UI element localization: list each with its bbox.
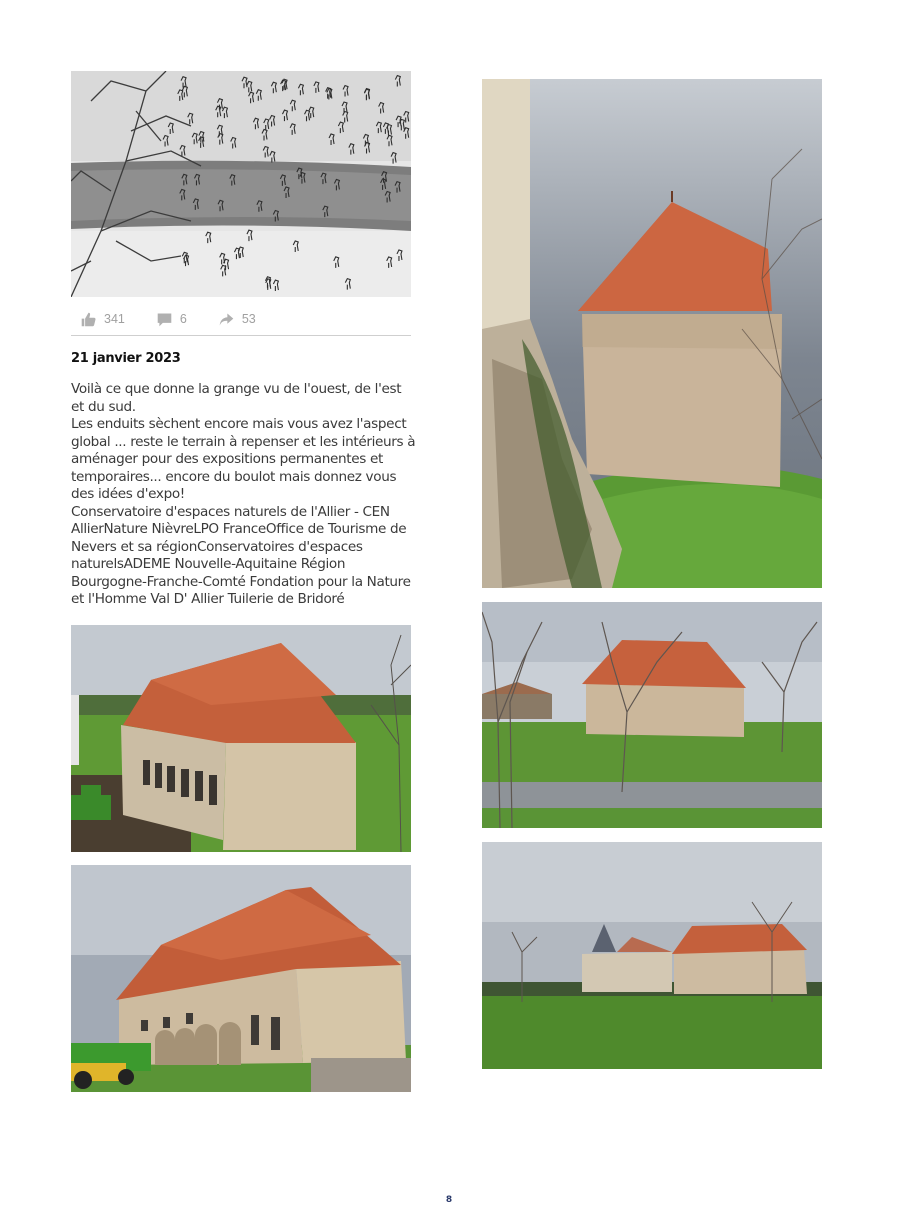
thumbs-up-icon — [80, 311, 97, 328]
comment-reaction[interactable] — [156, 311, 187, 328]
page-number: 8 — [445, 1195, 453, 1205]
like-reaction[interactable] — [80, 311, 125, 328]
post-date: 21 janvier 2023 — [71, 351, 181, 366]
barn-east-photo — [71, 625, 411, 852]
barn-pond-photo — [482, 602, 822, 828]
reactions-divider — [71, 335, 411, 336]
comment-icon — [156, 311, 173, 328]
comment-count: 6 — [179, 312, 187, 326]
share-icon — [218, 311, 235, 328]
reactions-bar — [71, 307, 411, 331]
like-count: 341 — [104, 312, 125, 326]
cranes-photo — [71, 71, 411, 297]
post-body: Voilà ce que donne la grange vu de l'ouest, de l'est et du sud. Les enduits sèchent encore mais vous avez l'aspect global ... reste le terrain à repenser et les intérieurs à aménager pour des expositions permanentes et temporaires... encore du boulot mais donnez vous des idées d'expo! Conservatoire d'espaces naturels de l'Allier - CEN AllierNature NièvreLPO FranceOffice de Tourisme de Nevers et sa régionConservatoires d'espaces naturelsADEME Nouvelle-Aquitaine Région Bourgogne-Franche-Comté Fondation pour la Nature et l'Homme Val D' Allier Tuilerie de Bridoré — [71, 381, 416, 607]
barn-south-photo — [71, 865, 411, 1092]
share-reaction[interactable] — [218, 311, 256, 328]
share-count: 53 — [241, 312, 256, 326]
chateau-barn-photo — [482, 842, 822, 1069]
barn-tower-photo — [482, 79, 822, 588]
